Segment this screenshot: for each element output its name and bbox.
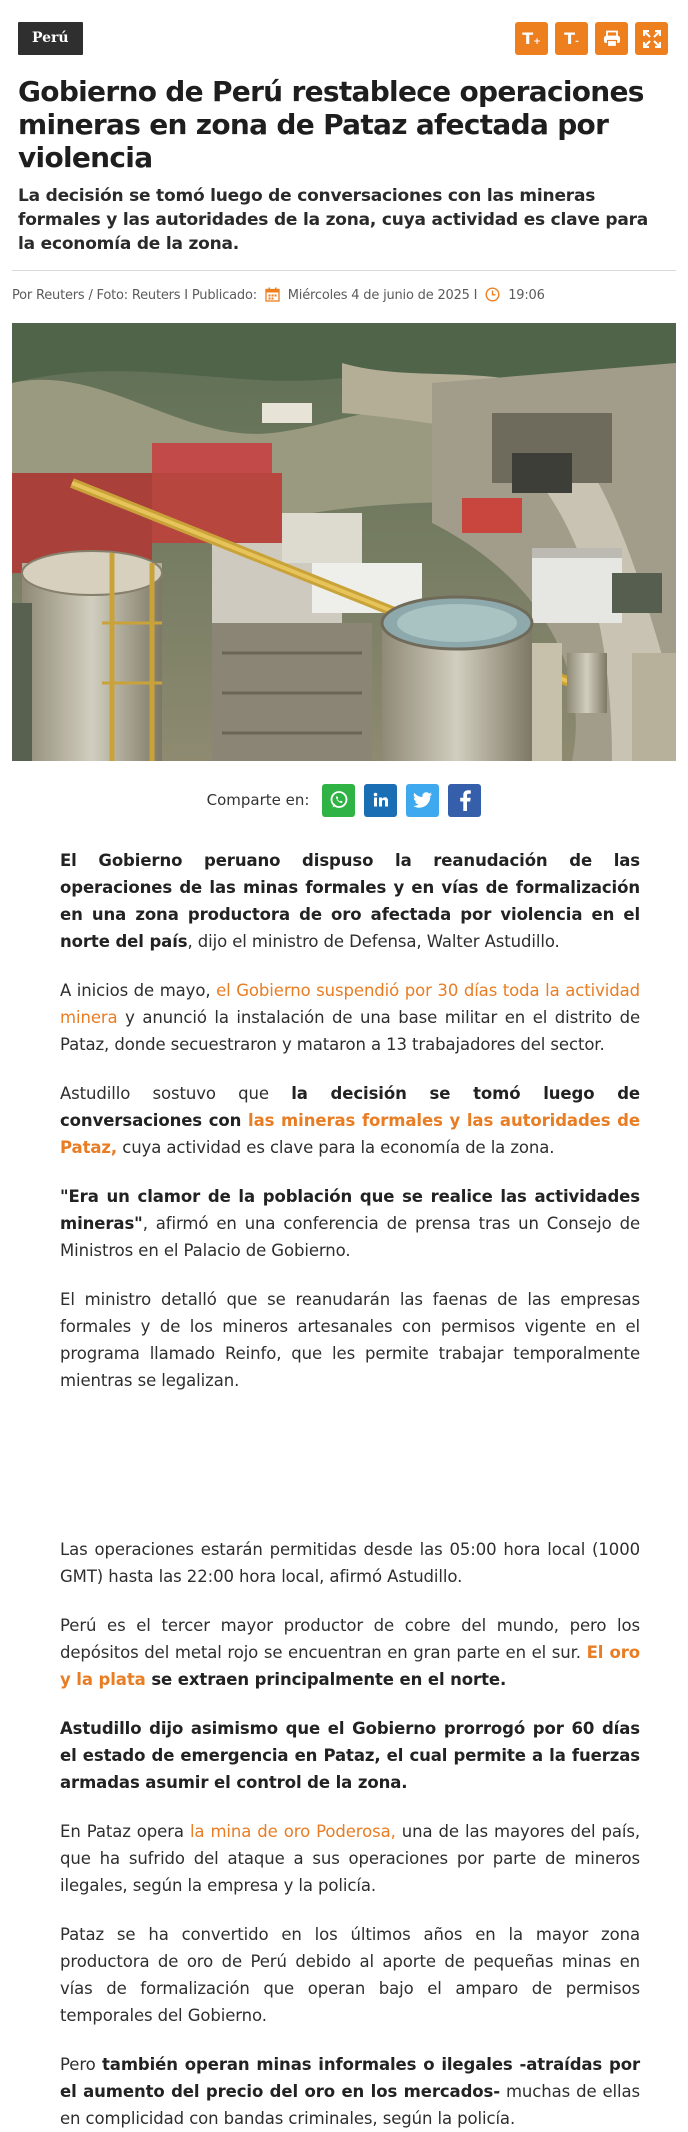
paragraph-8 [60,1715,640,1796]
clock-icon [485,287,500,310]
fullscreen-button[interactable] [635,22,668,55]
twitter-icon [413,791,433,809]
article-subtitle: La decisión se tomó luego de conversaciones con las mineras formales y las autoridades de la zona, cuya actividad es clave para la economía de la zona. [18,186,649,254]
paragraph-9 [60,1818,640,1899]
p2-text-start: A inicios de mayo, [60,981,217,1000]
publish-time: 19:06 [508,288,545,303]
font-decrease-sign: - [575,36,579,47]
article-photo [12,323,676,761]
byline-separator: I [473,288,478,303]
paragraph-5: El ministro detalló que se reanudarán las faenas de las empresas formales y de los mineros artesanales con permisos vigente en el programa llamado Reinfo, que les permite trabajar temporalmente mientras se legalizan. [60,1290,640,1390]
divider [12,270,676,271]
share-twitter-button[interactable] [406,784,439,817]
calendar-icon [265,287,280,310]
paragraph-4 [60,1183,640,1264]
mine-photo-illustration [12,323,676,761]
p4-quote: "Era un clamor de la población que se realice las actividades mineras" [60,1187,640,1233]
linkedin-icon [372,791,390,809]
p8-bold: Astudillo dijo asimismo que el Gobierno prorrogó por 60 días el estado de emergencia en Pataz, el cual permite a la fuerzas armadas asumir el control de la zona. [60,1719,640,1792]
print-icon [603,30,621,48]
paragraph-3 [60,1080,640,1161]
p4-text: , afirmó en una conferencia de prensa tras un Consejo de Ministros en el Palacio de Gobierno. [60,1214,640,1260]
article-title: Gobierno de Perú restablece operaciones mineras en zona de Pataz afectada por violencia [18,75,644,174]
paragraph-6: Las operaciones estarán permitidas desde las 05:00 hora local (1000 GMT) hasta las 22:00 hora local, afirmó Astudillo. [60,1540,640,1586]
p11-bold: también operan minas informales o ilegales -atraídas por el aumento del precio del oro en los mercados- [60,2055,640,2101]
font-increase-button[interactable] [515,22,548,55]
p1-text: , dijo el ministro de Defensa, Walter Astudillo. [187,932,560,951]
p11-text: muchas de ellas en complicidad con bandas criminales, según la policía. [60,2082,640,2128]
paragraph-10: Pataz se ha convertido en los últimos años en la mayor zona productora de oro de Perú debido al aporte de pequeñas minas en vías de formalización que operan bajo el amparo de permisos temporales del Gobierno. [60,1925,640,2025]
fullscreen-icon [643,30,661,48]
byline [12,285,676,307]
category-badge[interactable]: Perú [18,22,83,55]
link-mina-poderosa[interactable]: la mina de oro Poderosa, [189,1822,396,1841]
paragraph-2 [60,977,640,1058]
print-button[interactable] [595,22,628,55]
p2-text: y anunció la instalación de una base militar en el distrito de Pataz, donde secuestraron y mataron a 13 trabajadores del sector. [60,1008,640,1054]
p3-bold: la decisión se tomó luego de conversaciones con [60,1084,640,1130]
font-decrease-label: T [564,29,576,48]
link-oro-plata[interactable]: El oro y la plata [60,1643,640,1689]
p11-text-start: Pero [60,2055,102,2074]
facebook-icon [458,789,472,811]
font-decrease-button[interactable] [555,22,588,55]
publish-date: Miércoles 4 de junio de 2025 [287,288,470,303]
p9-text-start: En Pataz opera [60,1822,190,1841]
article-tools [515,22,668,55]
p7-bold: se extraen principalmente en el norte. [145,1670,507,1689]
share-label: Comparte en: [206,791,310,809]
link-mineras-formales[interactable]: las mineras formales y las autoridades de Pataz, [60,1111,640,1157]
p9-text: una de las mayores del país, que ha sufrido del ataque a sus operaciones por parte de mineros ilegales, según la empresa y la policía. [60,1822,640,1895]
share-bar [12,783,676,817]
font-increase-label: T [522,29,534,48]
ad-space [60,1416,640,1536]
byline-text: Por Reuters / Foto: Reuters I Publicado: [12,288,257,303]
p3-text-start: Astudillo sostuvo que [60,1084,292,1103]
paragraph-11 [60,2051,640,2132]
paragraph-1 [60,847,640,955]
paragraph-7 [60,1612,640,1693]
share-linkedin-button[interactable] [364,784,397,817]
p3-text: cuya actividad es clave para la economía de la zona. [117,1138,555,1157]
font-increase-sign: + [533,36,541,47]
share-whatsapp-button[interactable] [322,784,355,817]
link-suspension[interactable]: el Gobierno suspendió por 30 días toda la actividad minera [60,981,640,1027]
whatsapp-icon [329,790,349,810]
article-body [12,847,676,2132]
top-bar [12,0,676,80]
share-facebook-button[interactable] [448,784,481,817]
p7-text: Perú es el tercer mayor productor de cobre del mundo, pero los depósitos del metal rojo se encuentran en gran parte en el sur. [60,1616,640,1662]
p1-bold: El Gobierno peruano dispuso la reanudación de las operaciones de las minas formales y en vías de formalización en una zona productora de oro afectada por violencia en el norte del país [60,851,640,951]
